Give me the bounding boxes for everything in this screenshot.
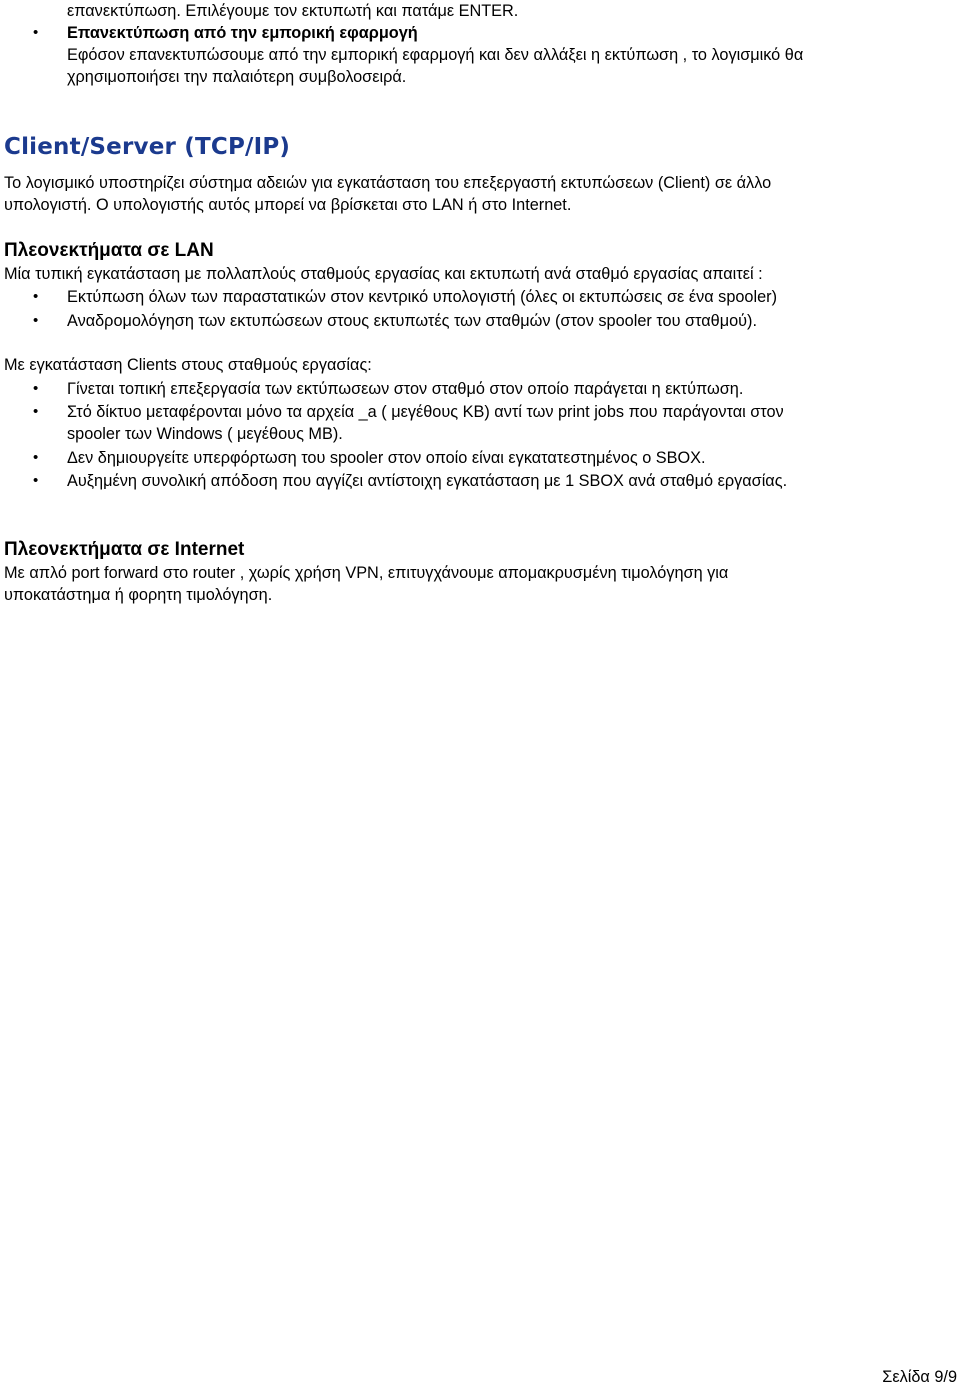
client-server-para-line-2: υπολογιστή. Ο υπολογιστής αυτός μπορεί να βρίσκεται στο LAN ή στο Internet. [4, 196, 572, 214]
bullet-icon: • [33, 380, 39, 397]
bullet-icon: • [33, 403, 39, 420]
client-list-item: Γίνεται τοπική επεξεργασία των εκτύπωσεων στον σταθμό στον οποίο παράγεται η εκτύπωση. [67, 380, 744, 398]
internet-para-line-2: υποκατάστημα ή φορητη τιμολόγηση. [4, 586, 273, 604]
lan-heading: Πλεονεκτήματα σε LAN [4, 240, 214, 261]
bullet-icon: • [33, 24, 39, 41]
client-list-item-continued: spooler των Windows ( μεγέθους MB). [67, 425, 343, 443]
reprint-title: Επανεκτύπωση από την εμπορική εφαρμογή [67, 24, 418, 42]
lan-intro: Μία τυπική εγκατάσταση με πολλαπλούς σταθμούς εργασίας και εκτυπωτή ανά σταθμό εργασίας απαιτεί : [4, 265, 763, 283]
bullet-icon: • [33, 312, 39, 329]
client-list-item: Στό δίκτυο μεταφέρονται μόνο τα αρχεία _a ( μεγέθους KB) αντί των print jobs που παράγονται στον [67, 403, 784, 421]
client-list-item: Αυξημένη συνολική απόδοση που αγγίζει αντίστοιχη εγκατάσταση με 1 SBOX ανά σταθμό εργασίας. [67, 472, 788, 490]
client-list-item: Δεν δημιουργείτε υπερφόρτωση του spooler στον οποίο είναι εγκατατεστημένος ο SBOX. [67, 449, 706, 467]
bullet-icon: • [33, 288, 39, 305]
client-server-heading: Client/Server (TCP/IP) [4, 134, 291, 160]
reprint-text-line-1: Εφόσον επανεκτυπώσουμε από την εμπορική εφαρμογή και δεν αλλάξει η εκτύπωση , το λογισμικό θα [67, 46, 804, 64]
reprint-text-line-2: χρησιμοποιήσει την παλαιότερη συμβολοσειρά. [67, 68, 407, 86]
clients-intro: Με εγκατάσταση Clients στους σταθμούς εργασίας: [4, 356, 372, 374]
bullet-icon: • [33, 472, 39, 489]
lan-list-item: Εκτύπωση όλων των παραστατικών στον κεντρικό υπολογιστή (όλες οι εκτυπώσεις σε ένα spooler) [67, 288, 777, 306]
bullet-icon: • [33, 449, 39, 466]
internet-heading: Πλεονεκτήματα σε Internet [4, 539, 245, 560]
client-server-para-line-1: Το λογισμικό υποστηρίζει σύστημα αδειών για εγκατάσταση του επεξεργαστή εκτυπώσεων (Client) σε άλλο [4, 174, 772, 192]
internet-para-line-1: Με απλό port forward στο router , χωρίς χρήση VPN, επιτυγχάνουμε απομακρυσμένη τιμολόγηση για [4, 564, 729, 582]
lan-list-item: Αναδρομολόγηση των εκτυπώσεων στους εκτυπωτές των σταθμών (στον spooler του σταθμού). [67, 312, 758, 330]
page-number: Σελίδα 9/9 [882, 1368, 957, 1386]
continued-text: επανεκτύπωση. Επιλέγουμε τον εκτυπωτή και πατάμε ENTER. [67, 2, 519, 20]
